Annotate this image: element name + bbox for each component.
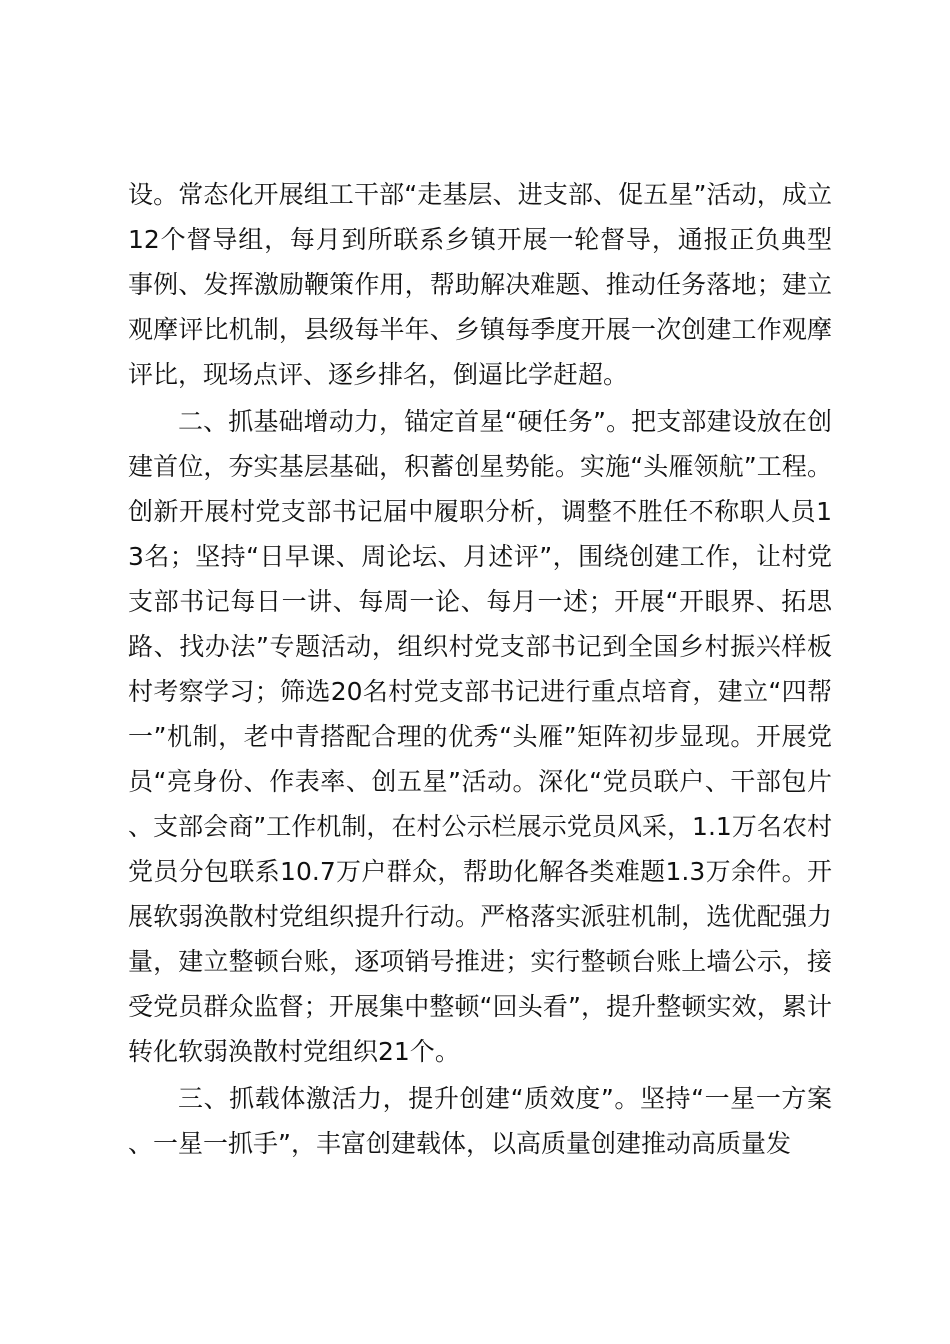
paragraph-continuation: 设。常态化开展组工干部“走基层、进支部、促五星”活动，成立12个督导组，每月到所联系乡镇开展一轮督导，通报正负典型事例、发挥激励鞭策作用，帮助解决难题、推动任务落地；建立观摩评比机制，县级每半年、乡镇每季度开展一次创建工作观摩评比，现场点评、逐乡排名，倒逼比学赶超。 — [128, 180, 832, 389]
paragraph-section-two: 二、抓基础增动力，锚定首星“硬任务”。把支部建设放在创建首位，夯实基层基础，积蓄创星势能。实施“头雁领航”工程。创新开展村党支部书记届中履职分析，调整不胜任不称职人员13名；坚持“日早课、周论坛、月述评”，围绕创建工作，让村党支部书记每日一讲、每周一论、每月一述；开展“开眼界、拓思路、找办法”专题活动，组织村党支部书记到全国乡村振兴样板村考察学习；筛选20名村党支部书记进行重点培育，建立“四帮一”机制，老中青搭配合理的优秀“头雁”矩阵初步显现。开展党员“亮身份、作表率、创五星”活动。深化“党员联户、干部包片、支部会商”工作机制，在村公示栏展示党员风采，1.1万名农村党员分包联系10.7万户群众，帮助化解各类难题1.3万余件。开展软弱涣散村党组织提升行动。严格落实派驻机制，选优配强力量，建立整顿台账，逐项销号推进；实行整顿台账上墙公示，接受党员群众监督；开展集中整顿“回头看”，提升整顿实效，累计转化软弱涣散村党组织21个。 — [128, 407, 832, 1066]
paragraph-section-three: 三、抓载体激活力，提升创建“质效度”。坚持“一星一方案、一星一抓手”，丰富创建载体，以高质量创建推动高质量发 — [128, 1084, 832, 1158]
document-body — [128, 172, 832, 1166]
